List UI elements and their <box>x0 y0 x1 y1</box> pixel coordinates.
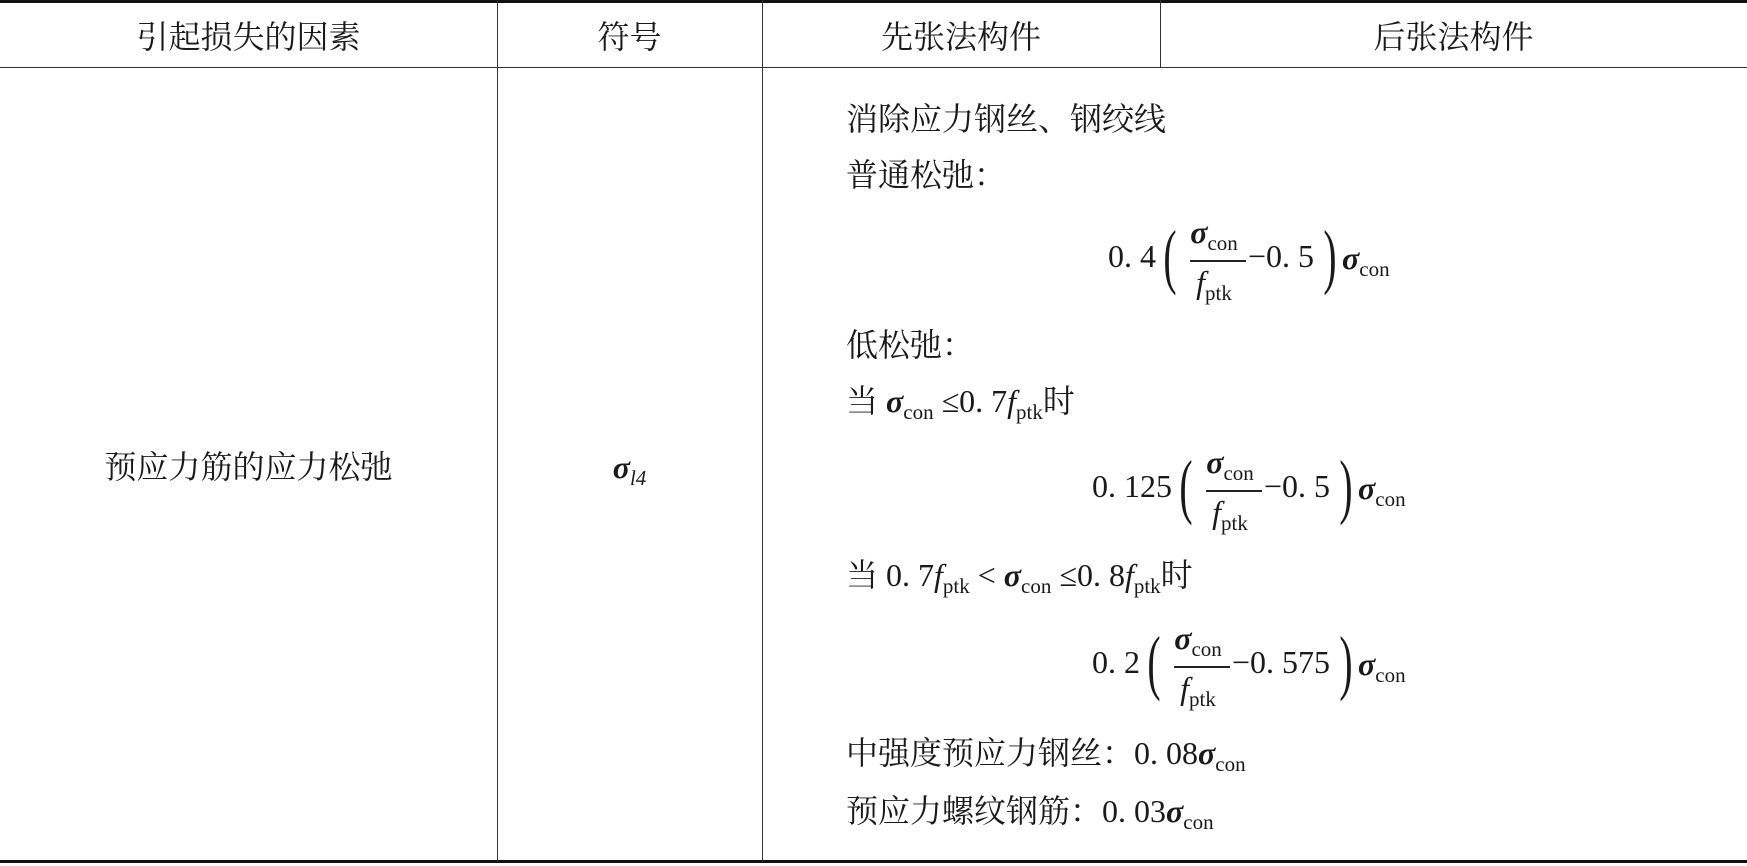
condition-low-2: 当 0. $7f_{ptk} < \sigma_{con} \le 0$. $8f_{ptk}$时 <box>846 557 1193 598</box>
formula3-lparen: ( <box>1147 622 1161 702</box>
text-stress-relieved-wire: 消除应力钢丝、钢绞线 <box>846 100 1167 138</box>
header-pretensioned: 先张法构件 <box>880 18 1041 56</box>
formula3-minus: −0. 575 <box>1232 644 1331 680</box>
text-low-relaxation: 低松弛： <box>846 326 975 364</box>
formula2-lparen: ( <box>1179 446 1193 526</box>
formula2-coef: 0. 125 <box>1092 468 1172 504</box>
formula2-minus: −0. 5 <box>1264 468 1331 504</box>
table-bottom-rule <box>0 860 1747 863</box>
formula1-coef: 0. 4 <box>1108 238 1156 274</box>
header-divider <box>0 67 1747 68</box>
symbol-subscript: l4 <box>629 466 647 490</box>
condition-low-1: 当 $\sigma_{con} \le 0$. $7f_{ptk}$时 <box>846 383 1075 424</box>
table-top-rule <box>0 0 1747 3</box>
column-divider-1 <box>497 0 498 862</box>
symbol-cell <box>497 447 762 498</box>
formula1-minus: −0. 5 <box>1248 238 1315 274</box>
text-threaded-bar: 预应力螺纹钢筋：0. $03\sigma_{con}$ <box>846 793 1214 834</box>
text-medium-strength-wire: 中强度预应力钢丝：0. $08\sigma_{con}$ <box>846 735 1246 776</box>
formula-low-relaxation-1: 0. 125 ( $\sigma_{con}$ $f_{ptk}$ −0. 5 ) $\sigma_{con}$ <box>1092 444 1422 536</box>
header-symbol: 符号 <box>597 18 662 56</box>
formula-low-relaxation-2: 0. 2 ( $\sigma_{con}$ $f_{ptk}$ −0. 575 ) $\sigma_{con}$ <box>1092 620 1422 712</box>
column-divider-2 <box>762 0 763 862</box>
header-factor: 引起损失的因素 <box>136 18 361 56</box>
formula2-rparen: ) <box>1339 446 1353 526</box>
factor-cell: 预应力筋的应力松弛 <box>104 448 393 486</box>
formula1-lparen: ( <box>1163 216 1177 296</box>
formula3-rparen: ) <box>1339 622 1353 702</box>
formula1-rparen: ) <box>1323 216 1337 296</box>
text-normal-relaxation: 普通松弛： <box>846 156 1007 194</box>
formula-normal-relaxation: 0. 4 ( $\sigma_{con}$ $f_{ptk}$ −0. 5 ) $\sigma_{con}$ <box>1108 214 1408 306</box>
header-posttensioned: 后张法构件 <box>1373 18 1534 56</box>
symbol-sigma: σ <box>612 449 630 485</box>
formula3-coef: 0. 2 <box>1092 644 1140 680</box>
